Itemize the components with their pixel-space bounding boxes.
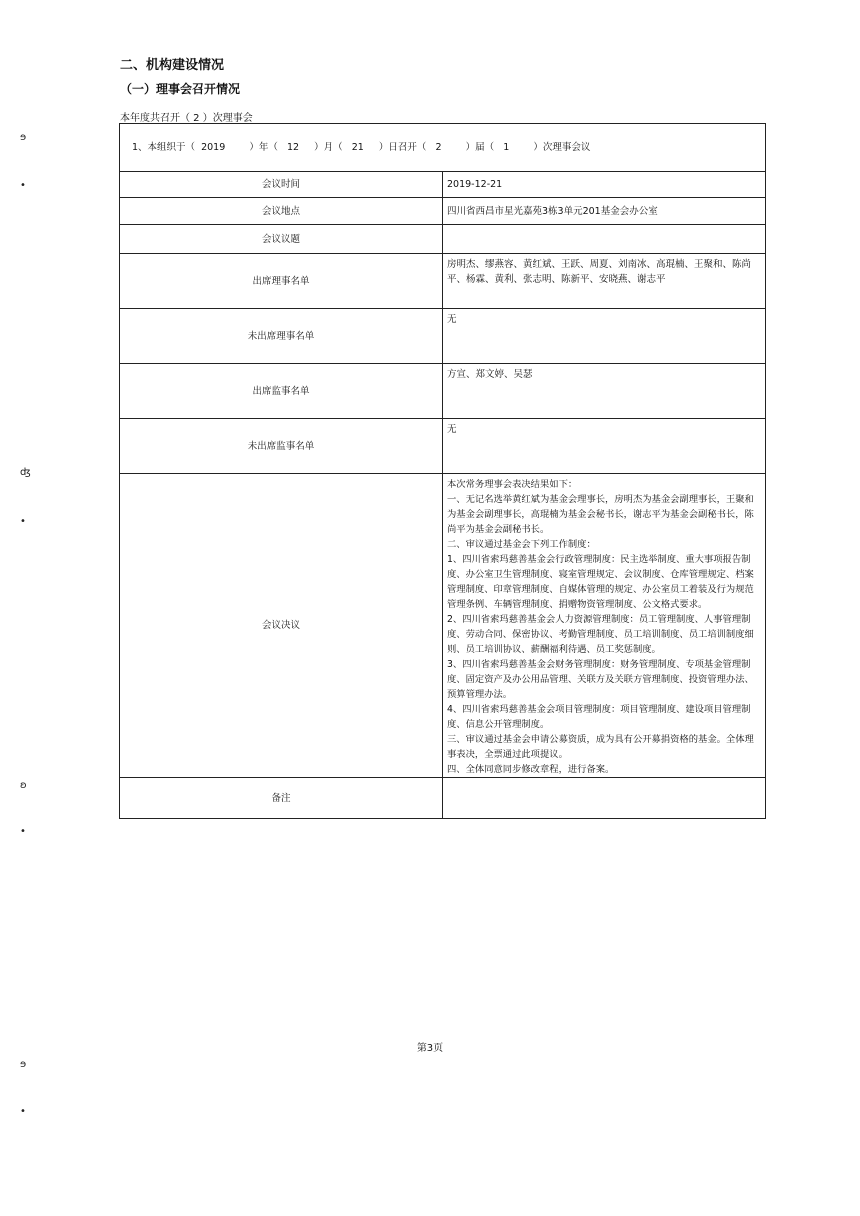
meeting-topic-value — [443, 225, 766, 254]
table-row — [120, 172, 766, 198]
resolution-line: 3、四川省索玛慈善基金会财务管理制度：财务管理制度、专项基金管理制度、固定资产及办公用品管理、关联方及关联方管理制度、投资管理办法、预算管理办法。 — [447, 659, 754, 700]
board-meeting-table — [119, 123, 766, 819]
resolution-line: 4、四川省索玛慈善基金会项目管理制度：项目管理制度、建设项目管理制度、信息公开管理制度。 — [447, 704, 751, 730]
meeting-header-row — [120, 124, 766, 172]
absent-supervisors-value: 无 — [443, 419, 766, 474]
meeting-place-label: 会议地点 — [120, 198, 443, 225]
resolution-line: 1、四川省索玛慈善基金会行政管理制度：民主选举制度、重大事项报告制度、办公室卫生管理制度、寝室管理规定、会议制度、仓库管理规定、档案管理制度、印章管理制度、自媒体管理的规定、办公室员工着装及行为规范管理条例、车辆管理制度、捐赠物资管理制度、公文格式要求。 — [447, 554, 754, 610]
page-number: 第3页 — [416, 1043, 444, 1054]
table-row — [120, 474, 766, 778]
attending-supervisors-value: 方宣、郑文婷、吴瑟 — [443, 364, 766, 419]
attending-directors-label: 出席理事名单 — [120, 254, 443, 309]
table-row — [120, 419, 766, 474]
remarks-label: 备注 — [120, 778, 443, 819]
meeting-time-label: 会议时间 — [120, 172, 443, 198]
resolution-label: 会议决议 — [120, 474, 443, 778]
scan-margin-mark: ʤ — [20, 467, 31, 478]
meeting-time-value: 2019-12-21 — [443, 172, 766, 198]
section-title: 二、机构建设情况 — [120, 58, 225, 73]
subsection-title: （一）理事会召开情况 — [120, 82, 241, 96]
meeting-count-intro: 本年度共召开（ 2 ）次理事会 — [120, 113, 253, 124]
attending-directors-value: 房明杰、缪燕容、黄红斌、王跃、周夏、刘南冰、高琨楠、王聚和、陈尚平、杨霖、黄利、张志明、陈新平、安晓燕、谢志平 — [443, 254, 766, 309]
scan-margin-mark: • — [20, 1106, 26, 1117]
table-row — [120, 225, 766, 254]
resolution-value — [443, 474, 766, 778]
resolution-line: 四、全体同意同步修改章程，进行备案。 — [447, 764, 615, 775]
attending-supervisors-label: 出席监事名单 — [120, 364, 443, 419]
table-row — [120, 254, 766, 309]
resolution-line: 本次常务理事会表决结果如下： — [447, 479, 578, 490]
meeting-place-value: 四川省西昌市星光嘉苑3栋3单元201基金会办公室 — [443, 198, 766, 225]
resolution-line: 二、审议通过基金会下列工作制度： — [447, 539, 596, 550]
absent-directors-label: 未出席理事名单 — [120, 309, 443, 364]
table-row — [120, 778, 766, 819]
absent-supervisors-label: 未出席监事名单 — [120, 419, 443, 474]
resolution-line: 2、四川省索玛慈善基金会人力资源管理制度：员工管理制度、人事管理制度、劳动合同、保密协议、考勤管理制度、员工培训制度、员工培训制度细则、员工培训协议、薪酬福利待遇、员工奖惩制度。 — [447, 614, 754, 655]
meeting-header-cell: 1、本组织于（ 2019 ）年（ 12 ）月（ 21 ）日召开（ 2 ）届（ 1 ）次理事会议 — [120, 124, 766, 172]
table-row — [120, 364, 766, 419]
resolution-line: 一、无记名选举黄红斌为基金会理事长，房明杰为基金会副理事长，王聚和为基金会副理事长，高琨楠为基金会秘书长，谢志平为基金会副秘书长，陈尚平为基金会副秘书长。 — [447, 494, 754, 535]
absent-directors-value: 无 — [443, 309, 766, 364]
scan-margin-mark: • — [20, 516, 26, 527]
table-row — [120, 198, 766, 225]
table-row — [120, 309, 766, 364]
scan-margin-mark: ʚ — [20, 780, 27, 791]
remarks-value — [443, 778, 766, 819]
meeting-topic-label: 会议议题 — [120, 225, 443, 254]
scan-margin-mark: ɘ — [20, 1059, 27, 1070]
scan-margin-mark: • — [20, 180, 26, 191]
scan-margin-mark: • — [20, 826, 26, 837]
resolution-line: 三、审议通过基金会申请公募资质，成为具有公开募捐资格的基金。全体理事表决，全票通过此项提议。 — [447, 734, 754, 760]
scan-margin-mark: ɘ — [20, 132, 27, 143]
